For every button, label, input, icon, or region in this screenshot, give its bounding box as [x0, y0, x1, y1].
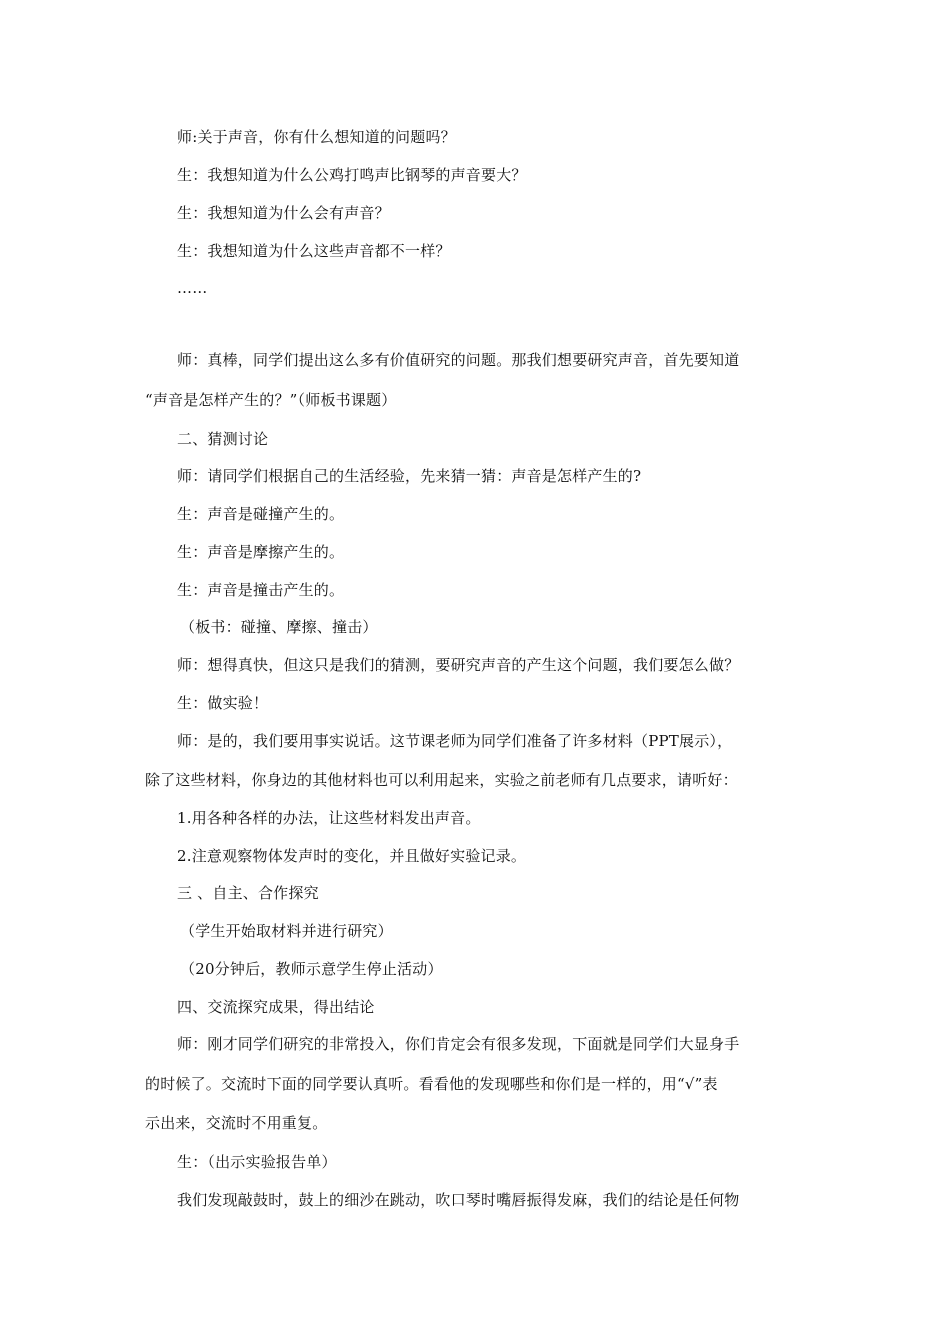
activity-note-line: （学生开始取材料并进行研究）: [180, 922, 393, 940]
teacher-paragraph-line: 师：是的，我们要用事实说话。这节课老师为同学们准备了许多材料（PPT展示），: [177, 732, 733, 750]
teacher-paragraph-line: 师：刚才同学们研究的非常投入，你们肯定会有很多发现，下面就是同学们大显身手: [177, 1035, 740, 1053]
teacher-paragraph-line: “声音是怎样产生的？”（师板书课题）: [145, 391, 397, 409]
student-question-line: 生：我想知道为什么公鸡打鸣声比钢琴的声音要大？: [177, 166, 527, 184]
student-question-line: 生：我想知道为什么这些声音都不一样？: [177, 242, 451, 260]
ellipsis-line: ……: [177, 279, 208, 297]
section-heading: 二、猜测讨论: [177, 430, 269, 448]
teacher-paragraph-line: 示出来，交流时不用重复。: [145, 1114, 328, 1132]
section-heading: 三 、自主、合作探究: [177, 884, 319, 902]
report-paragraph-line: 我们发现敲鼓时，鼓上的细沙在跳动，吹口琴时嘴唇振得发麻，我们的结论是任何物: [177, 1191, 740, 1209]
activity-note-line: （20分钟后，教师示意学生停止活动）: [180, 960, 443, 978]
student-line: 生：声音是撞击产生的。: [177, 581, 345, 599]
teacher-paragraph-line: 的时候了。交流时下面的同学要认真听。看看他的发现哪些和你们是一样的，用“√”表: [145, 1075, 718, 1093]
student-line: 生：声音是摩擦产生的。: [177, 543, 345, 561]
requirement-item: 1.用各种各样的办法，让这些材料发出声音。: [177, 809, 481, 827]
teacher-question-line: 师:关于声音，你有什么想知道的问题吗？: [177, 128, 456, 146]
student-line: 生：（出示实验报告单）: [177, 1153, 337, 1171]
section-heading: 四、交流探究成果，得出结论: [177, 998, 375, 1016]
requirement-item: 2.注意观察物体发声时的变化，并且做好实验记录。: [177, 847, 527, 865]
student-question-line: 生：我想知道为什么会有声音？: [177, 204, 390, 222]
teacher-paragraph-line: 除了这些材料，你身边的其他材料也可以利用起来，实验之前老师有几点要求，请听好：: [145, 771, 738, 789]
teacher-line: 师：想得真快，但这只是我们的猜测，要研究声音的产生这个问题，我们要怎么做？: [177, 656, 740, 674]
teacher-line: 师：请同学们根据自己的生活经验，先来猜一猜：声音是怎样产生的?: [177, 467, 642, 485]
student-line: 生：做实验！: [177, 694, 269, 712]
teacher-paragraph-line: 师：真棒，同学们提出这么多有价值研究的问题。那我们想要研究声音，首先要知道: [177, 351, 740, 369]
student-line: 生：声音是碰撞产生的。: [177, 505, 345, 523]
board-note-line: （板书：碰撞、摩擦、撞击）: [180, 618, 378, 636]
